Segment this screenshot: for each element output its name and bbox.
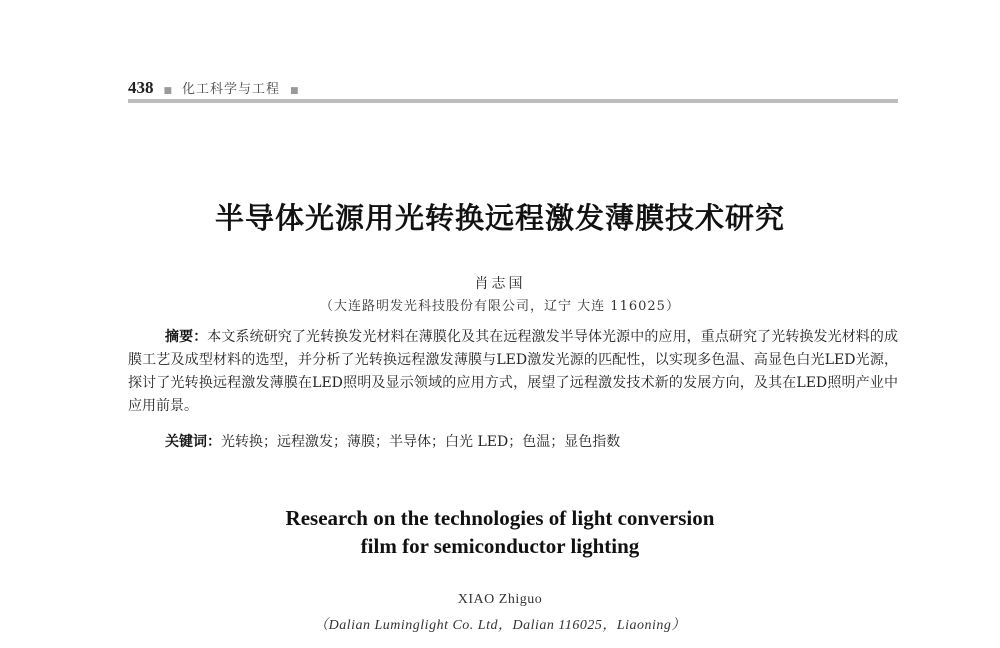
keywords-text: 光转换；远程激发；薄膜；半导体；白光 LED；色温；显色指数 xyxy=(221,434,621,450)
english-title xyxy=(0,504,1000,560)
chinese-author: 肖志国 xyxy=(474,276,526,292)
keywords-zh xyxy=(128,431,898,454)
chinese-title: 半导体光源用光转换远程激发薄膜技术研究 xyxy=(214,201,785,235)
running-header xyxy=(128,78,299,98)
page-number: 438 xyxy=(128,78,154,97)
chinese-affiliation: （大连路明发光科技股份有限公司，辽宁 大连 116025） xyxy=(320,299,680,314)
english-affiliation: （Dalian Luminglight Co. Ltd，Dalian 116025，Liaoning） xyxy=(314,618,686,633)
english-title-line-1: Research on the technologies of light conversion xyxy=(285,506,715,530)
english-title-line-2: film for semiconductor lighting xyxy=(360,534,640,558)
square-bullet-icon: ■ xyxy=(290,86,299,96)
journal-name: 化工科学与工程 xyxy=(182,82,281,97)
header-rule xyxy=(128,99,898,103)
abstract-label: 摘要： xyxy=(165,329,208,345)
english-author: XIAO Zhiguo xyxy=(457,592,543,607)
square-bullet-icon: ■ xyxy=(163,86,173,96)
keywords-label: 关键词： xyxy=(165,434,221,450)
abstract-text: 本文系统研究了光转换发光材料在薄膜化及其在远程激发半导体光源中的应用，重点研究了光转换发光材料的成膜工艺及成型材料的选型，并分析了光转换远程激发薄膜与LED激发光源的匹配性，以实现多色温、高显色白光LED光源，探讨了光转换远程激发薄膜在LED照明及显示领域的应用方式，展望了远程激发技术新的发展方向，及其在LED照明产业中应用前景。 xyxy=(128,329,898,414)
abstract-zh xyxy=(128,326,898,418)
